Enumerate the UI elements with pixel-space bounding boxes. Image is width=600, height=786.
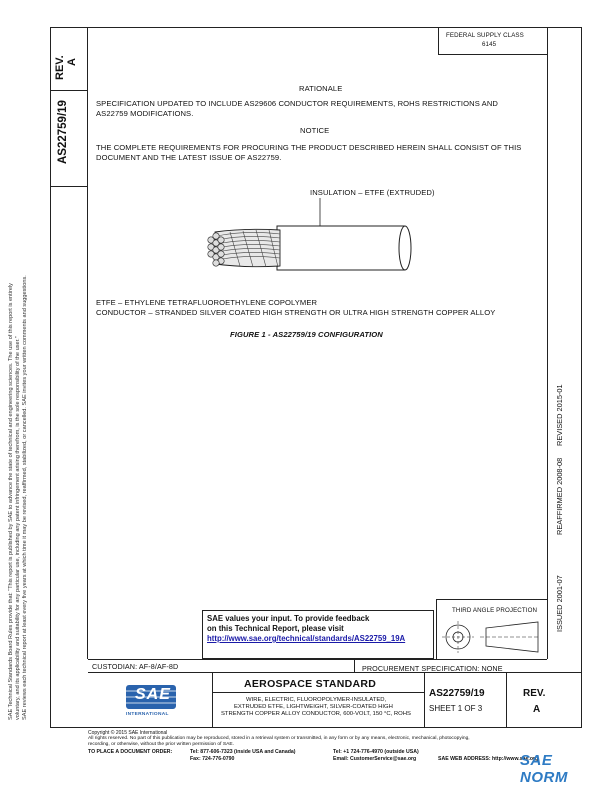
sae-rules-line-1: SAE Technical Standards Board Rules provide that: “This report is published by SAE to advance the state of technical and engineering sciences. The use of this report is entirely xyxy=(8,283,14,720)
spec-divider xyxy=(424,672,425,728)
insulation-end xyxy=(399,226,411,270)
left-title-column xyxy=(50,27,88,659)
aerospace-standard-title: AEROSPACE STANDARD xyxy=(244,678,377,690)
sae-rules-line-2: voluntary, and its applicability and suitability for any particular use, including any patent infringement arising therefrom, is the sole responsibility of the user.” xyxy=(15,336,21,720)
order-label: TO PLACE A DOCUMENT ORDER: xyxy=(88,749,173,755)
feedback-link[interactable]: http://www.sae.org/technical/standards/AS22759_19A xyxy=(207,634,406,643)
wire-illustration xyxy=(185,190,425,290)
logo-divider xyxy=(212,672,213,728)
aero-title-divider xyxy=(212,692,424,693)
rationale-text-2: AS22759 MODIFICATIONS. xyxy=(96,109,194,118)
custodian-divider xyxy=(88,659,547,660)
insulation-body xyxy=(277,226,410,270)
tel-outside: Tel: +1 724-776-4970 (outside USA) xyxy=(333,749,419,755)
rev-divider xyxy=(506,672,507,728)
procurement-spec: PROCUREMENT SPECIFICATION: NONE xyxy=(362,664,503,673)
sae-rules-line-3: SAE reviews each technical report at least every five years at which time it may be revised, reaffirmed, stabilized, or cancelled. SAE invites your written comments and suggestions. xyxy=(22,275,28,720)
description-line-3: STRENGTH COPPER ALLOY CONDUCTOR, 600-VOLT, 150 °C, ROHS xyxy=(221,711,411,717)
notice-text-2: DOCUMENT AND THE LATEST ISSUE OF AS22759. xyxy=(96,153,282,162)
projection-label: THIRD ANGLE PROJECTION xyxy=(452,607,538,614)
fax: Fax: 724-776-0790 xyxy=(190,756,235,762)
strand-ends xyxy=(208,233,224,266)
rev-value-rotated: A xyxy=(66,58,78,66)
copyright-line-1: Copyright © 2015 SAE International xyxy=(88,730,168,736)
copyright-line-2: All rights reserved. No part of this publication may be reproduced, stored in a retrieval system or transmitted, in any form or by any means, electronic, mechanical, photocopying, xyxy=(88,736,470,741)
spec-number-rotated: AS22759/19 xyxy=(57,100,69,164)
feedback-box xyxy=(202,610,434,659)
etfe-definition: ETFE – ETHYLENE TETRAFLUOROETHYLENE COPOLYMER xyxy=(96,298,318,307)
revised-date: REVISED 2015-01 xyxy=(555,384,564,446)
federal-supply-class-label: FEDERAL SUPPLY CLASS xyxy=(446,32,524,39)
web-address[interactable]: SAE WEB ADDRESS: http://www.sae.org xyxy=(438,756,539,762)
reaffirmed-date: REAFFIRMED 2008-08 xyxy=(555,457,564,535)
tel-inside: Tel: 877-606-7323 (inside USA and Canada) xyxy=(190,749,296,755)
sae-logo-text: SAE xyxy=(135,686,171,703)
federal-supply-class-value: 6145 xyxy=(482,41,497,48)
sheet-number: SHEET 1 OF 3 xyxy=(429,704,483,713)
sae-norm-watermark: SAE NORM xyxy=(520,752,568,786)
figure-caption: FIGURE 1 - AS22759/19 CONFIGURATION xyxy=(230,330,383,339)
footer-spec-number: AS22759/19 xyxy=(429,688,485,699)
procurement-divider xyxy=(354,659,355,672)
feedback-line-2: on this Technical Report, please visit xyxy=(207,624,344,633)
notice-heading: NOTICE xyxy=(300,126,330,135)
custodian: CUSTODIAN: AF-8/AF-8D xyxy=(92,662,179,671)
feedback-line-1: SAE values your input. To provide feedback xyxy=(207,614,370,623)
description-line-1: WIRE, ELECTRIC, FLUOROPOLYMER-INSULATED, xyxy=(246,697,387,703)
right-date-column xyxy=(547,27,582,659)
copyright-line-3: recording, or otherwise, without the prior written permission of SAE. xyxy=(88,742,234,747)
issued-date: ISSUED 2001-07 xyxy=(555,575,564,632)
footer-rev-label: REV. xyxy=(523,688,546,699)
conductor-definition: CONDUCTOR – STRANDED SILVER COATED HIGH STRENGTH OR ULTRA HIGH STRENGTH COPPER ALLOY xyxy=(96,308,496,317)
rationale-heading: RATIONALE xyxy=(299,84,343,93)
description-line-2: EXTRUDED ETFE, LIGHTWEIGHT, SILVER-COATED HIGH xyxy=(234,704,393,710)
rev-label-rotated: REV. xyxy=(54,55,66,80)
third-angle-projection-symbol xyxy=(440,618,544,656)
footer-rev-value: A xyxy=(533,704,541,715)
rev-box-divider xyxy=(50,90,88,91)
sae-logo-subtext: INTERNATIONAL xyxy=(126,712,169,717)
insulation-label: INSULATION – ETFE (EXTRUDED) xyxy=(310,188,435,197)
spec-box-divider xyxy=(50,186,88,187)
notice-text-1: THE COMPLETE REQUIREMENTS FOR PROCURING THE PRODUCT DESCRIBED HEREIN SHALL CONSIST OF THIS xyxy=(96,143,522,152)
title-block-divider xyxy=(88,672,582,673)
email[interactable]: Email: CustomerService@sae.org xyxy=(333,756,417,762)
rationale-text-1: SPECIFICATION UPDATED TO INCLUDE AS29606 CONDUCTOR REQUIREMENTS, ROHS RESTRICTIONS AND xyxy=(96,99,498,108)
